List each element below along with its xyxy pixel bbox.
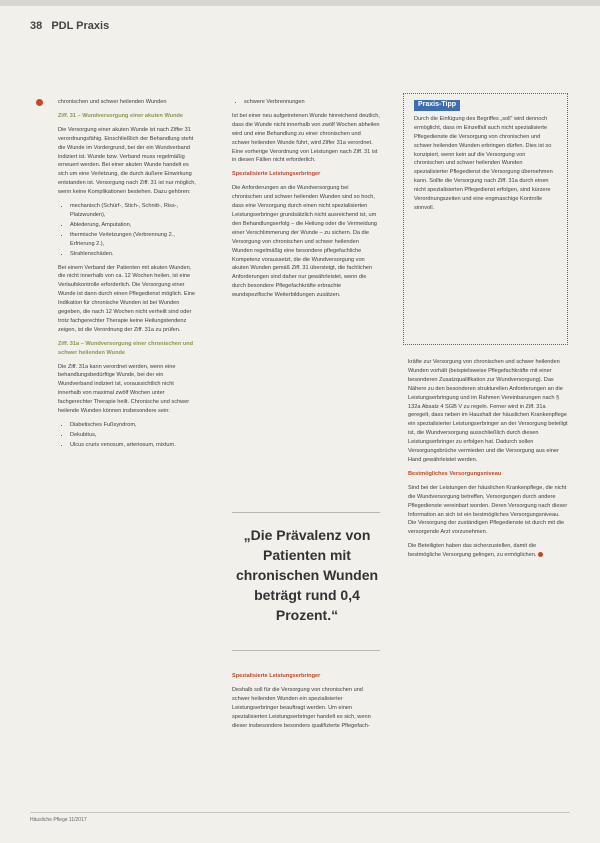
list-item: • Ulcus cruris venosum, arteriosum, mixtum. — [70, 441, 198, 450]
top-list — [232, 98, 380, 107]
praxis-tipp-box — [403, 93, 568, 345]
paragraph: Die Ziff. 31a kann verordnet werden, wenn eine behandlungsbedürftige Wunde, bei der ein Wundverband indiziert ist, voraussichtlich nicht innerhalb von maximal zwölf Wochen unter fachgerechter Therapie heilt. Chronische und schwer heilende Wunden können insbesondere sein: — [58, 363, 190, 415]
list-item: • mechanisch (Schürf-, Stich-, Schnitt-, Riss-, Platzwunden), — [70, 202, 198, 220]
paragraph: Ist bei einer neu aufgetretenen Wunde hinreichend deutlich, dass die Wunde nicht innerhalb von zwölf Wochen abheilen wird und eine Behandlung zu einer chronischen und schwer heilenden Wunde führt, wird Ziffer 31a verordnet. Eine vorherige Verordnung von Leistungen nach Ziff. 31 ist in diesen Fällen nicht erforderlich. — [232, 112, 380, 164]
subheading-spezialisiert: Spezialisierte Leistungserbringer — [232, 171, 321, 178]
closing-paragraph — [408, 542, 568, 560]
wound-type-list — [58, 202, 198, 258]
footer-rule — [30, 812, 570, 813]
intro-text: chronischen und schwer heilenden Wunden — [58, 99, 167, 105]
quote-rule-bottom — [232, 650, 380, 651]
paragraph: Die Anforderungen an die Wundversorgung bei chronischen und schwer heilenden Wunden sind so hoch, dass eine Versorgung durch einen nicht spezialisierten Leistungserbringer grundsätzlich nicht ausreichend ist, um den Behandlungserfolg – die Heilung oder die Vermeidung einer Verschlimmerung der Wunde – zu sichern. Da die Versorgung von chronischen und schwer heilenden Wunden regelmäßig eine besondere pflegefachliche Kompetenz voraussetzt, die die Wundversorgung von akuten Wunden gemäß Ziff. 31 übersteigt, die fachlichen Anforderungen sind daher nur gewährleistet, wenn die durch besondere Pflegefachkräfte erbrachte wundspezifische Weiterbildungen zusätzen. — [232, 185, 377, 299]
list-item: • Diabetisches Fußsyndrom, — [70, 421, 198, 430]
column-3 — [408, 358, 568, 565]
list-item: • Strahlenschäden. — [70, 250, 198, 259]
page-footer: Häusliche Pflege 11/2017 — [30, 817, 87, 823]
header-rule — [0, 0, 600, 6]
list-item: • thermische Verletzungen (Verbrennung 2., Erfrierung 2.), — [70, 231, 198, 249]
praxis-tipp-text: Durch die Einfügung des Begriffes „soll“ wird dennoch ermöglicht, dass im Einzelfall auch nicht spezialisierte Pflegedienste die Versorgung von chronischen und schwer heilenden Wunden erbringen dürfen. Dies ist so konzipiert, wenn kein auf die Versorgung von chronischen und schwer heilenden Wunden spezialisierter Pflegedienst die Versorgung übernehmen kann. Sollte die Versorgung nach Ziff. 31a durch einen nicht spezialisierten Pflegedienst erfolgen, sind kürzere Verordnungszeiten und eine engmaschige Kontrolle sinnvoll. — [414, 115, 553, 211]
paragraph: Sind bei der Leistungen der häuslichen Krankenpflege, die nicht die Wundversorgung betreffen, Versorgungen durch andere Pflegedienste vereinbart worden. Deren Versorgung nach dieser Information an sich ist ein bestmögliches Versorgungsniveau. Die Versorgung der zuständigen Pflegedienste ist durch mit die versorgende Arzt vorzunehmen. — [408, 484, 568, 536]
list-item: • Dekubitus, — [70, 431, 198, 440]
section-bullet-icon — [36, 99, 43, 106]
subheading-versorgungsniveau: Bestmögliches Versorgungsniveau — [408, 470, 502, 477]
closing-text: Die Beteiligten haben das sicherzustellen, damit die bestmögliche Versorgung gelingen, zu ermöglichen. — [408, 543, 537, 559]
page-header — [30, 20, 109, 32]
chronic-wound-list — [58, 421, 198, 450]
subheading-ziff31: Ziff. 31 – Wundversorgung einer akuten Wunde — [58, 112, 184, 119]
column-2-lower — [232, 672, 380, 735]
subheading-ziff31a: Ziff. 31a – Wundversorgung einer chronischen und schwer heilenden Wunde — [58, 340, 194, 356]
quote-rule-top — [232, 512, 380, 513]
paragraph: Bei einem Verband der Patienten mit akuten Wunden, die nicht innerhalb von ca. 12 Wochen heilen, ist eine Verlaufskontrolle erforderlich. Die Versorgung einer Wunde ist dann durch einen Pflegedienst möglich. Eine Indikation für chronische Wunden ist bei Wunden gegeben, die nach 12 Wochen nicht verheilt sind oder trotz fachgerechter Therapie keine Heilungstendenz zeigen, ist die Verordnung der Ziff. 31a zu prüfen. — [58, 264, 196, 333]
column-1 — [58, 98, 198, 455]
subheading-spezialisiert-2: Spezialisierte Leistungserbringer — [232, 673, 321, 679]
page-number: 38 — [30, 20, 43, 32]
list-item: • schwere Verbrennungen — [244, 98, 380, 107]
list-item: • Ablederung, Amputation, — [70, 221, 198, 230]
pull-quote: „Die Prävalenz von Patienten mit chronischen Wunden beträgt rund 0,4 Prozent.“ — [235, 527, 379, 623]
end-mark-icon — [538, 552, 543, 557]
paragraph: kräfte zur Versorgung von chronischen und schwer heilenden Wunden vorhält (beispielsweise Pflegefachkräfte mit einer besonderen Zusatzqualifikation zur Wundversorgung). Das Nähere zu den besonderen strukturellen Anforderungen an die Leistungserbringung und im Rahmen Vereinbarungen nach § 132a Absatz 4 SGB V zu regeln. Ferner wird in Ziff. 31a geregelt, dass neben im Haushalt der häuslichen Krankenpflege ein spezialisierter Leistungserbringer an der Versorgung beteiligt ist, die Wundversorgung ausschließlich durch diesen Leistungserbringer zu erfolgen hat. Dadurch sollen Versorgungsbrüche vermieden und die Versorgung aus einer Hand gewährleistet werden. — [408, 359, 568, 463]
column-2 — [232, 98, 380, 305]
paragraph: Die Versorgung einer akuten Wunde ist nach Ziffer 31 verordnungsfähig. Einschließlich der Behandlung steht die Wunde im Vordergrund, bei der ein Wundverband indiziert ist. Wunde bzw. Verband muss regelmäßig erneuert werden. Bei einer akuten Wunde handelt es sich um eine Verletzung, die durch äußere Einwirkung entstanden ist. Versorgung nach Ziff. 31 ist nur möglich, wenn keine Komplikationen bestehen. Dazu gehören: — [58, 126, 196, 196]
paragraph: Deshalb soll für die Versorgung von chronischen und schwer heilenden Wunden ein spezialisierter Leistungserbringer beauftragt werden. Um einen spezialisierten Leistungserbringer handelt es sich, wenn dieser insbesondere besonders qualifizierte Pflegefach- — [232, 686, 371, 729]
praxis-tipp-tag: Praxis-Tipp — [414, 100, 460, 111]
section-title: PDL Praxis — [51, 20, 110, 32]
